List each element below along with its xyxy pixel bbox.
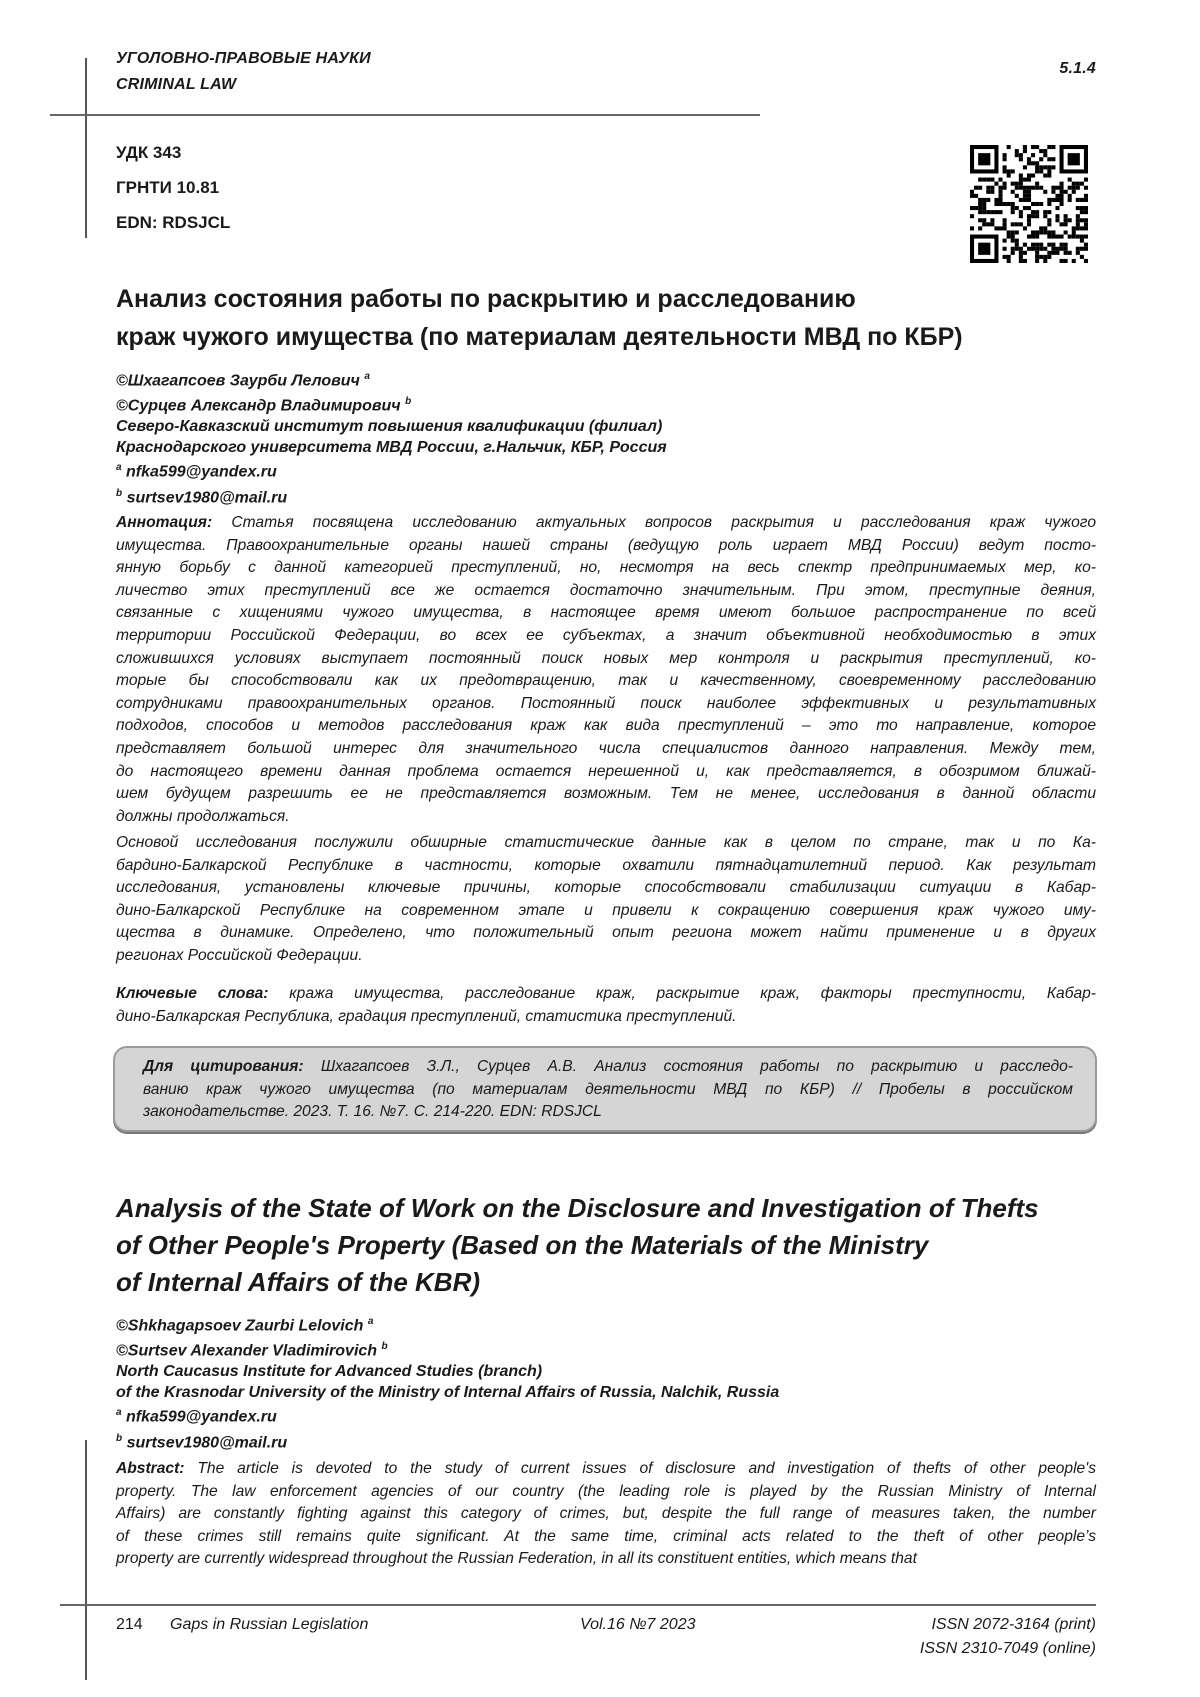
title-en-line: of Other People's Property (Based on the Materials of the Ministry (116, 1227, 1039, 1264)
email[interactable]: surtsev1980@mail.ru (127, 489, 288, 506)
text-line (116, 738, 1096, 761)
line-text: Affairs) are constantly fighting against this category of crimes, but, despite the full range of measures taken, the number (116, 1505, 1096, 1522)
line-text: щества в динамике. Определено, что положительный опыт региона может найти применение и в других (116, 924, 1096, 941)
email-sup: a (116, 1407, 122, 1418)
issn-print: ISSN 2072-3164 (print) (931, 1616, 1096, 1634)
author-name: ©Shkhagapsoev Zaurbi Lelovich (116, 1317, 363, 1334)
footer-horizontal-rule (60, 1604, 1096, 1606)
text-line (116, 580, 1096, 603)
text-line (116, 783, 1096, 806)
section-label: Ключевые слова: (116, 985, 269, 1002)
author-name: ©Шхагапсоев Заурби Лелович (116, 372, 360, 389)
citation-text (143, 1056, 1073, 1124)
line-text: имущества. Правоохранительные органы нашей страны (ведущую роль играет МВД России) ведут посто- (116, 537, 1096, 554)
line-text: сотрудниками правоохранительных органов. Постоянный поиск наиболее эффективных и результативных (116, 695, 1096, 712)
author-sup: b (382, 1341, 388, 1352)
author-sup: a (368, 1316, 374, 1327)
affiliation: Краснодарского университета МВД России, г.Нальчик, КБР, Россия (116, 438, 667, 459)
line-text: исследования, установлены ключевые причины, которые способствовали стабилизации ситуации в Кабар- (116, 879, 1096, 896)
header-horizontal-rule (50, 114, 760, 116)
line-text: янную борьбу с данной категорией преступлений, но, несмотря на весь спектр предпринимаемых мер, ко- (116, 559, 1096, 576)
line-text: должны продолжаться. (116, 808, 290, 825)
author-name: ©Surtsev Alexander Vladimirovich (116, 1342, 377, 1359)
text-line (116, 1006, 1096, 1029)
line-text: подходов, способов и методов расследования краж как вида преступлений – это то направление, которое (116, 717, 1096, 734)
qr-code (970, 145, 1088, 263)
text-line (116, 557, 1096, 580)
journal-name: Gaps in Russian Legislation (170, 1616, 368, 1634)
text-line (116, 761, 1096, 784)
section-label: Аннотация: (116, 514, 212, 531)
line-text: property. The law enforcement agencies of our country (the leading role is played by the Russian Ministry of Internal (116, 1483, 1096, 1500)
email-sup: a (116, 462, 122, 473)
line-text: of these crimes still remains quite significant. At the same time, criminal acts related to the theft of other people’s (116, 1528, 1096, 1545)
title-ru-line: краж чужого имущества (по материалам деятельности МВД по КБР) (116, 318, 963, 356)
section-title-en: CRIMINAL LAW (116, 76, 236, 94)
line-text: кража имущества, расследование краж, раскрытие краж, факторы преступности, Кабар- (269, 985, 1096, 1002)
text-line (116, 983, 1096, 1006)
affiliation: of the Krasnodar University of the Ministry of Internal Affairs of Russia, Nalchik, Russia (116, 1383, 779, 1404)
title-en-line: of Internal Affairs of the KBR) (116, 1264, 1039, 1301)
line-text: представляет большой интерес для значительного числа специалистов данного направления. Между тем, (116, 740, 1096, 757)
line-text: регионах Российской Федерации. (116, 947, 363, 964)
line-text: связанные с хищениями чужого имущества, в настоящее время имеют большое распространение по всей (116, 604, 1096, 621)
issue-info: Vol.16 №7 2023 (580, 1616, 695, 1634)
text-line (116, 922, 1096, 945)
text-line (116, 1526, 1096, 1549)
email-sup: b (116, 1433, 122, 1444)
line-text: территории Российской Федерации, во всех ее субъектах, а значит объективной необходимостью в этих (116, 627, 1096, 644)
text-line (116, 945, 1096, 968)
text-line (116, 1503, 1096, 1526)
line-text: Основой исследования послужили обширные статистические данные как в целом по стране, так и по Ка- (116, 834, 1096, 851)
grnti: ГРНТИ 10.81 (116, 178, 219, 198)
annotation-ru-paragraph-2 (116, 832, 1096, 968)
text-line (116, 625, 1096, 648)
line-text: до настоящего времени данная проблема остается нерешенной и, как представляется, в обозримом ближай- (116, 763, 1096, 780)
email-sup: b (116, 488, 122, 499)
header-vertical-rule (85, 58, 87, 238)
line-text: бардино-Балкарской Республике в частности, которые охватили пятнадцатилетний период. Как результат (116, 857, 1096, 874)
line-text: Статья посвящена исследованию актуальных вопросов раскрытия и расследования краж чужого (212, 514, 1096, 531)
line-text: Шхагапсоев З.Л., Сурцев А.В. Анализ состояния работы по раскрытию и расследо- (304, 1058, 1073, 1075)
line-text: The article is devoted to the study of current issues of disclosure and investigation of thefts of other people's (184, 1460, 1096, 1477)
affiliation: North Caucasus Institute for Advanced Studies (branch) (116, 1362, 779, 1383)
issn-online: ISSN 2310-7049 (online) (920, 1640, 1096, 1658)
text-line (116, 832, 1096, 855)
email[interactable]: nfka599@yandex.ru (126, 464, 277, 481)
text-line (116, 806, 1096, 829)
line-text: ванию краж чужого имущества (по материалам деятельности МВД по КБР) // Пробелы в российском (143, 1081, 1073, 1098)
udk: УДК 343 (116, 143, 181, 163)
specialty-code: 5.1.4 (1059, 60, 1096, 78)
line-text: дино-Балкарская Республика, градация преступлений, статистика преступлений. (116, 1008, 737, 1025)
text-line (116, 512, 1096, 535)
line-text: шем будущем разрешить ее не представляется возможным. Тем не менее, исследования в данной области (116, 785, 1096, 802)
section-title-ru: УГОЛОВНО-ПРАВОВЫЕ НАУКИ (116, 50, 371, 68)
line-text: дино-Балкарской Республике на современном этапе и привели к сокращению совершения краж чужого иму- (116, 902, 1096, 919)
title-en-line: Analysis of the State of Work on the Disclosure and Investigation of Thefts (116, 1190, 1039, 1227)
text-line (116, 648, 1096, 671)
email[interactable]: nfka599@yandex.ru (126, 1409, 277, 1426)
annotation-ru (116, 512, 1096, 828)
text-line (116, 900, 1096, 923)
citation-box (113, 1046, 1097, 1132)
line-text: законодательстве. 2023. Т. 16. №7. С. 214-220. EDN: RDSJCL (143, 1103, 602, 1120)
line-text: торые бы способствовали как их предотвращению, так и качественному, своевременному расследованию (116, 672, 1096, 689)
page-number: 214 (116, 1616, 143, 1634)
article-title-ru (116, 280, 963, 356)
text-line (116, 877, 1096, 900)
edn: EDN: RDSJCL (116, 213, 230, 233)
text-line (116, 670, 1096, 693)
section-label: Для цитирования: (143, 1058, 304, 1075)
article-title-en (116, 1190, 1039, 1301)
author-name: ©Сурцев Александр Владимирович (116, 397, 401, 414)
section-label: Abstract: (116, 1460, 184, 1477)
text-line (116, 855, 1096, 878)
text-line (116, 693, 1096, 716)
text-line (143, 1079, 1073, 1102)
email[interactable]: surtsev1980@mail.ru (127, 1434, 288, 1451)
abstract-en (116, 1458, 1096, 1571)
line-text: property are currently widespread throughout the Russian Federation, in all its constituent entities, which means that (116, 1550, 917, 1567)
text-line (116, 715, 1096, 738)
authors-block-en (116, 1312, 779, 1454)
text-line (116, 1458, 1096, 1481)
authors-block-ru (116, 367, 667, 509)
text-line (143, 1101, 1073, 1124)
line-text: сложившихся условиях выступает постоянный поиск новых мер контроля и раскрытия преступлений, ко- (116, 650, 1096, 667)
line-text: личество этих преступлений все же остается достаточно значительным. При этом, преступные деяния, (116, 582, 1096, 599)
text-line (116, 602, 1096, 625)
text-line (116, 1481, 1096, 1504)
affiliation: Северо-Кавказский институт повышения квалификации (филиал) (116, 417, 667, 438)
text-line (143, 1056, 1073, 1079)
footer-vertical-rule (85, 1440, 87, 1680)
title-ru-line: Анализ состояния работы по раскрытию и расследованию (116, 280, 963, 318)
keywords-ru (116, 983, 1096, 1028)
text-line (116, 535, 1096, 558)
author-sup: b (405, 396, 411, 407)
author-sup: a (364, 371, 370, 382)
text-line (116, 1548, 1096, 1571)
